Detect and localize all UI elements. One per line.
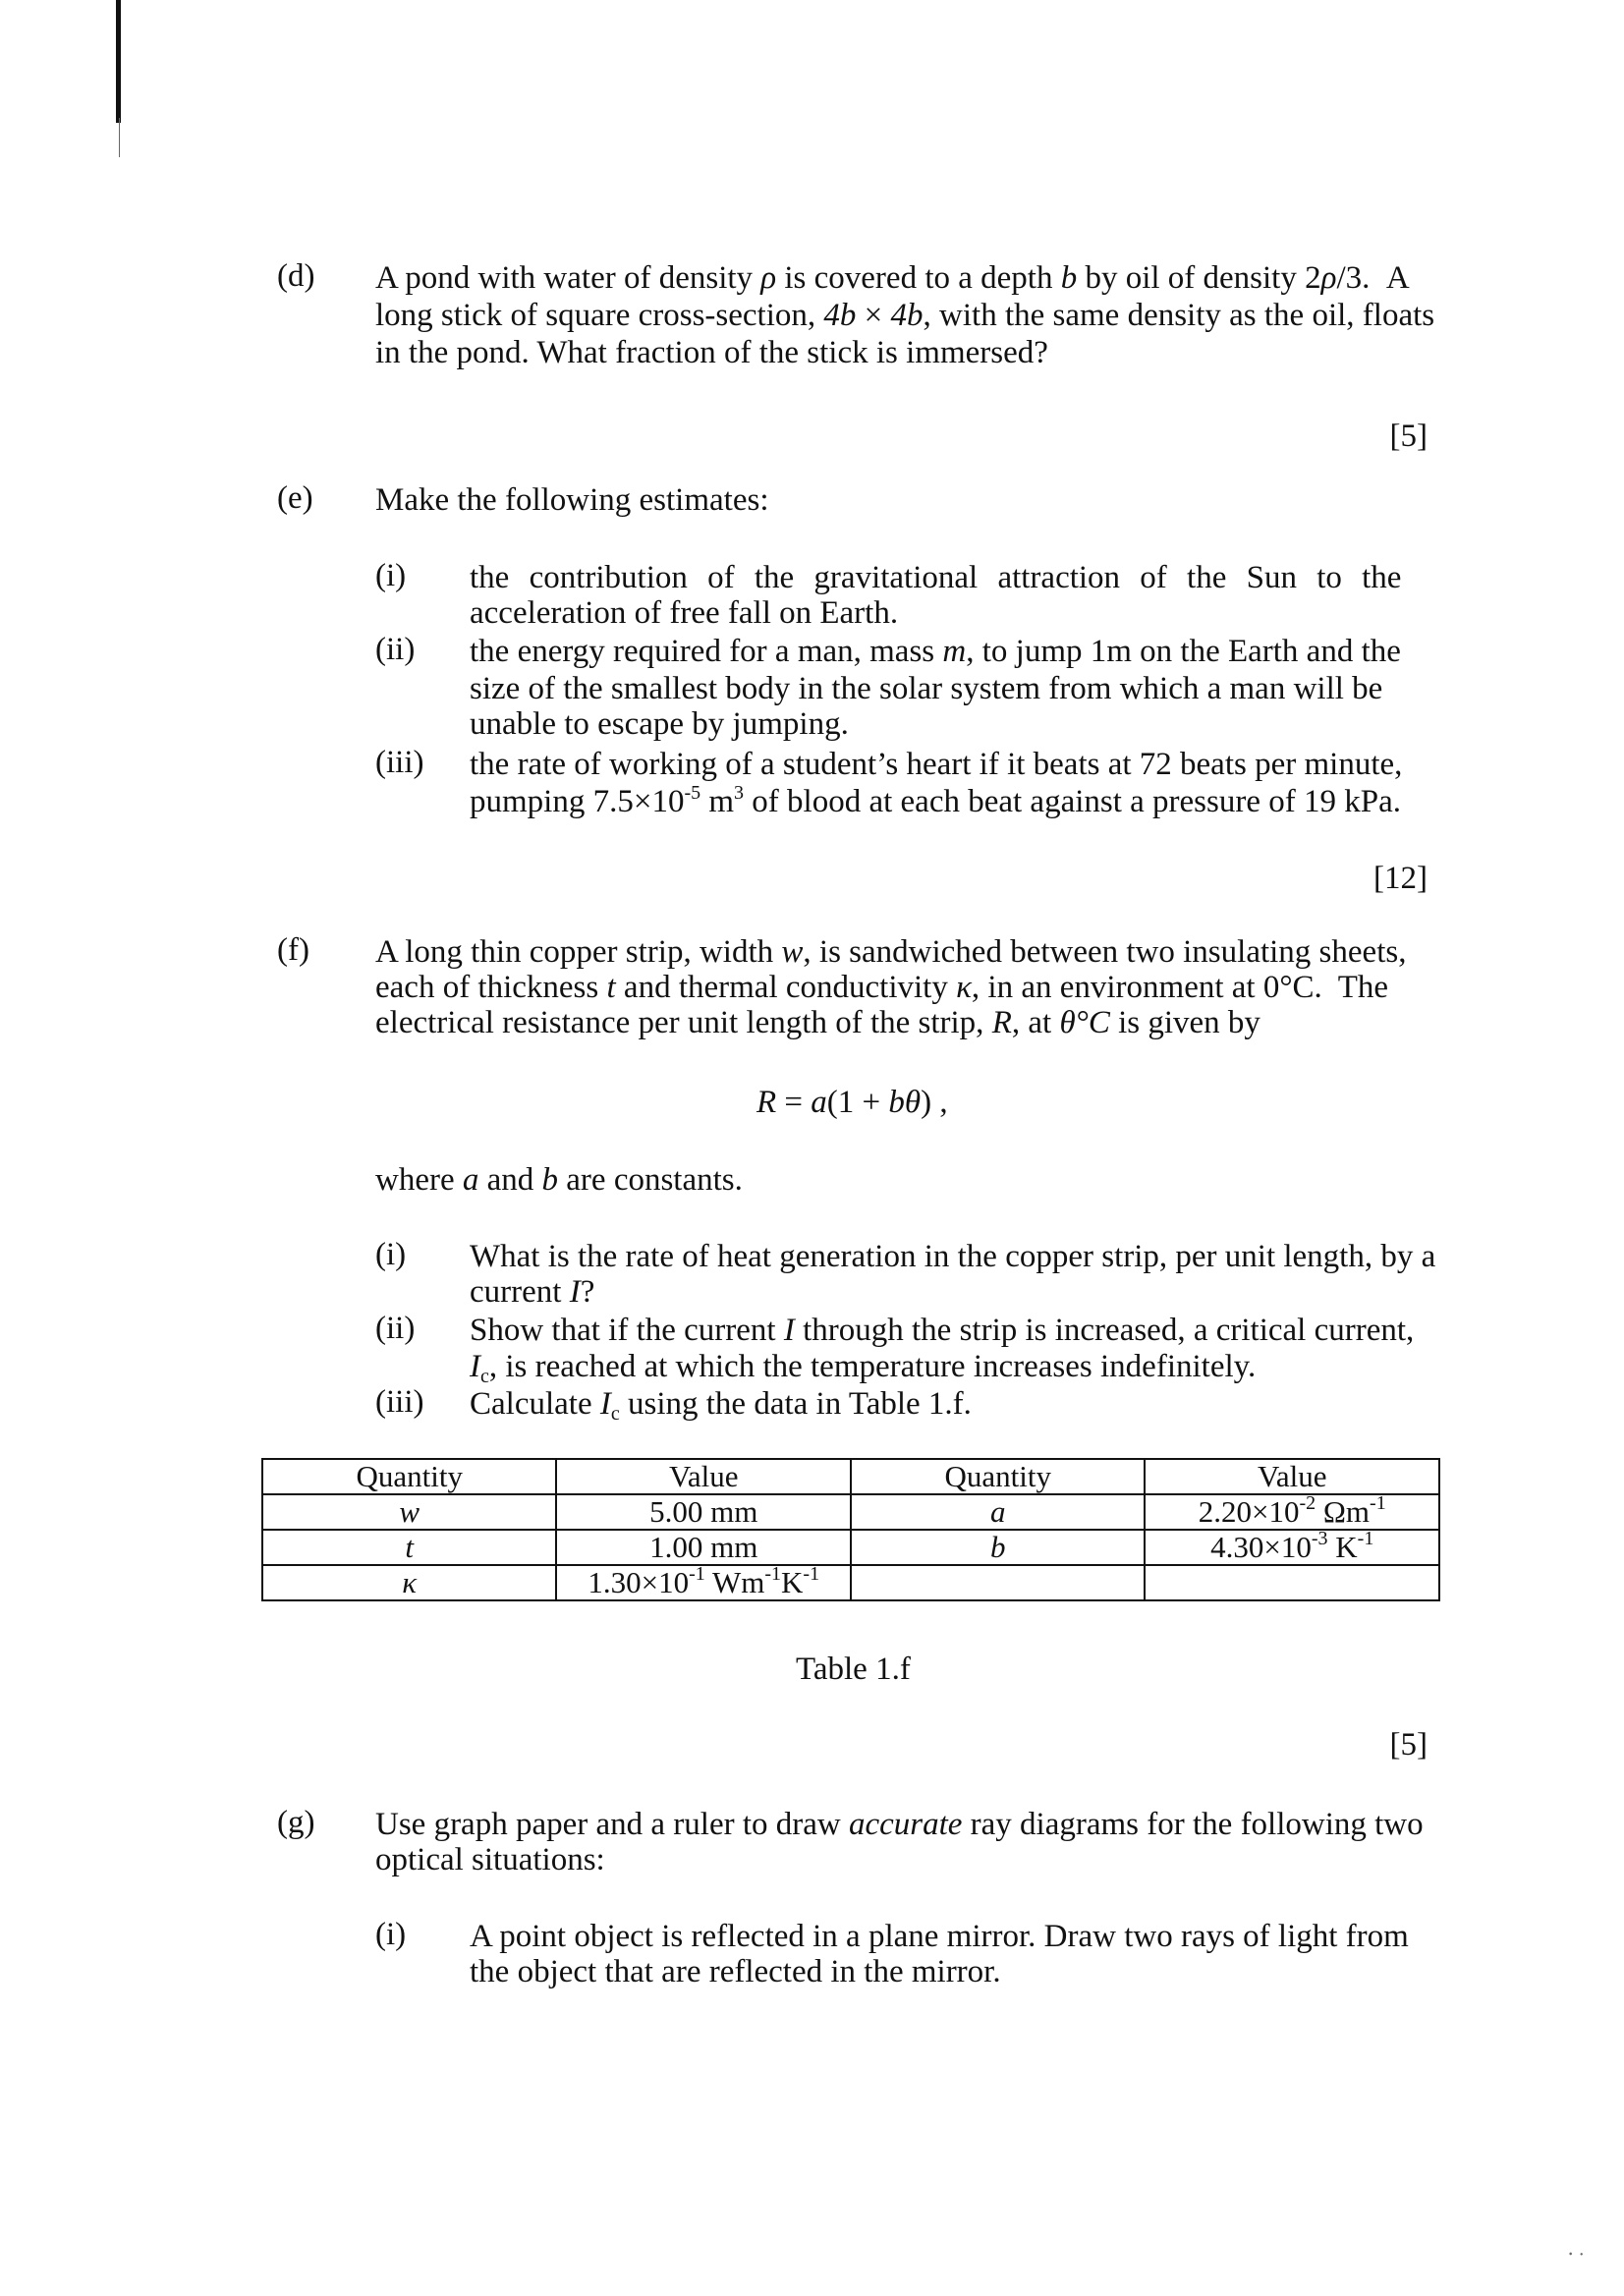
table-cell <box>851 1565 1145 1600</box>
table-caption: Table 1.f <box>796 1652 911 1687</box>
text-line: Calculate $I_c$ using the data in Table 1.f. <box>470 1386 972 1425</box>
text-line: optical situations: <box>375 1842 605 1877</box>
table-header: Value <box>556 1459 851 1494</box>
text-line: long stick of square cross-section, 4b × 4b, with the same density as the oil, floats <box>375 298 1435 333</box>
scan-artifact-mark <box>116 0 121 123</box>
item-number: (i) <box>375 1237 407 1272</box>
table-header: Quantity <box>851 1459 1145 1494</box>
part-label: (f) <box>277 932 309 968</box>
text-line: electrical resistance per unit length of the strip, R, at θ°C is given by <box>375 1005 1260 1040</box>
table-cell: $4.30\times 10^{-3}$ $K^{-1}$ <box>1145 1530 1439 1565</box>
text-line: Show that if the current I through the strip is increased, a critical current, <box>470 1313 1415 1348</box>
item-number: (iii) <box>375 745 424 780</box>
text-line: the contribution of the gravitational attraction of the Sun to the <box>470 560 1402 595</box>
table-cell: κ <box>262 1565 556 1600</box>
table-row <box>262 1565 1439 1600</box>
table-cell: 1.00 mm <box>556 1530 851 1565</box>
text-line: where a and b are constants. <box>375 1162 743 1198</box>
text-line: current I? <box>470 1274 595 1310</box>
text-line: A point object is reflected in a plane mirror. Draw two rays of light from <box>470 1919 1409 1954</box>
item-number: (ii) <box>375 1311 416 1346</box>
data-table <box>261 1458 1440 1601</box>
table-header: Quantity <box>262 1459 556 1494</box>
table-row <box>262 1494 1439 1530</box>
item-number: (i) <box>375 1917 407 1952</box>
text-line: A long thin copper strip, width w, is sandwiched between two insulating sheets, <box>375 934 1407 970</box>
text-line: Use graph paper and a ruler to draw accurate ray diagrams for the following two <box>375 1807 1424 1842</box>
marks-allocation: [5] <box>1389 419 1428 454</box>
text-line: pumping $7.5\times 10^{-5}$ $m^3$ of blood at each beat against a pressure of 19 kPa. <box>470 782 1401 819</box>
table-header-row <box>262 1459 1439 1494</box>
text-line: each of thickness t and thermal conductivity κ, in an environment at 0°C. The <box>375 970 1389 1005</box>
part-label: (g) <box>277 1805 315 1840</box>
text-line: size of the smallest body in the solar system from which a man will be <box>470 671 1383 706</box>
equation: R = a(1 + bθ) , <box>756 1085 948 1120</box>
text-line: unable to escape by jumping. <box>470 706 849 742</box>
table-cell: $2.20\times 10^{-2}$ $\Omega m^{-1}$ <box>1145 1494 1439 1530</box>
table-header: Value <box>1145 1459 1439 1494</box>
text-line: the energy required for a man, mass m, to jump 1m on the Earth and the <box>470 634 1401 669</box>
marks-allocation: [5] <box>1389 1727 1428 1763</box>
text-line: the object that are reflected in the mirror. <box>470 1954 1001 1989</box>
table-cell: a <box>851 1494 1145 1530</box>
item-number: (ii) <box>375 632 416 667</box>
part-label: (d) <box>277 258 315 294</box>
table-cell: w <box>262 1494 556 1530</box>
scan-artifact-dots: ⸱ · <box>1567 2244 1585 2266</box>
scan-artifact-mark <box>119 118 120 157</box>
item-number: (i) <box>375 558 407 593</box>
text-line: What is the rate of heat generation in the copper strip, per unit length, by a <box>470 1239 1436 1274</box>
text-line: in the pond. What fraction of the stick is immersed? <box>375 335 1048 370</box>
table-cell <box>1145 1565 1439 1600</box>
text-line: A pond with water of density ρ is covered to a depth b by oil of density 2ρ/3. A <box>375 260 1410 296</box>
text-line: the rate of working of a student’s heart if it beats at 72 beats per minute, <box>470 747 1403 782</box>
table-cell: b <box>851 1530 1145 1565</box>
text-line: Make the following estimates: <box>375 482 769 518</box>
table-cell: $1.30\times 10^{-1}$ $Wm^{-1}K^{-1}$ <box>556 1565 851 1600</box>
item-number: (iii) <box>375 1384 424 1420</box>
text-line: acceleration of free fall on Earth. <box>470 595 899 631</box>
text-line: $I_c$, is reached at which the temperature increases indefinitely. <box>470 1349 1257 1387</box>
table-cell: t <box>262 1530 556 1565</box>
marks-allocation: [12] <box>1373 861 1428 896</box>
part-label: (e) <box>277 480 313 516</box>
table-cell: 5.00 mm <box>556 1494 851 1530</box>
table-row <box>262 1530 1439 1565</box>
